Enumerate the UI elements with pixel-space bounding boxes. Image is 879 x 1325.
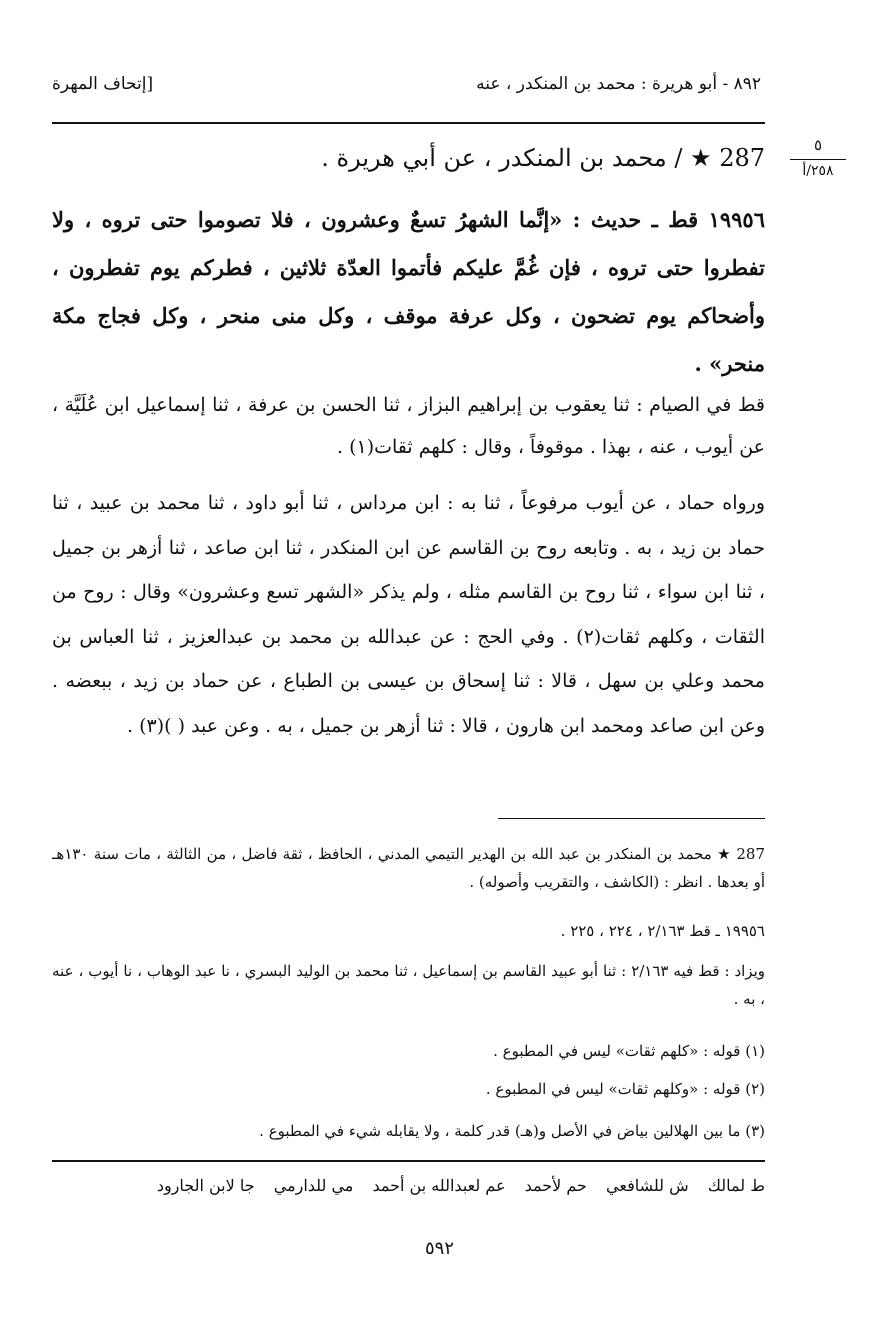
margin-reference-volume: ٥ (813, 136, 823, 154)
abbreviation-item: حم لأحمد (524, 1176, 587, 1195)
margin-reference (790, 136, 846, 180)
header-rule (52, 122, 765, 124)
running-header-title: ٨٩٢ - أبو هريرة : محمد بن المنكدر ، عنه (476, 74, 761, 94)
isnad-paragraph-1: قط في الصيام : ثنا يعقوب بن إبراهيم البزاز ، ثنا الحسن بن عرفة ، ثنا إسماعيل ابن عُلَيَّة ، عن أيوب ، عنه ، بهذا . موقوفاً ، وقال : كلهم ثقات(١) . (52, 394, 765, 458)
footnote-1: (١) قوله : «كلهم ثقات» ليس في المطبوع . (493, 1042, 765, 1060)
hadith-text: ١٩٩٥٦ قط ـ حديث : «إنَّما الشهرُ تسعٌ وعشرون ، فلا تصوموا حتى تروه ، ولا تفطروا حتى تروه ، فإن غُمَّ عليكم فأتموا العدّة ثلاثين ، فطركم يوم تفطرون ، وأضحاكم يوم تضحون ، وكل عرفة موقف ، وكل منى منحر ، وكل فجاج مكة منحر» . (52, 207, 765, 376)
footnote-addition: ويزاد : قط فيه ٢/١٦٣ : ثنا أبو عبيد القاسم بن إسماعيل ، ثنا محمد بن الوليد البسري ، نا عبد الوهاب ، نا أيوب ، عنه ، به . (52, 962, 765, 1008)
abbreviations-legend (52, 1176, 765, 1195)
narrator-chain-title: 287 ★ / محمد بن المنكدر ، عن أبي هريرة . (321, 144, 765, 172)
margin-reference-folio: ٢٥٨/أ (802, 162, 834, 179)
running-header-book: [إتحاف المهرة (52, 74, 154, 94)
footnote-source-ref: ١٩٩٥٦ ـ قط ٢/١٦٣ ، ٢٢٤ ، ٢٢٥ . (560, 922, 765, 940)
abbreviation-item: جا لابن الجارود (156, 1176, 255, 1195)
abbreviation-item: ش للشافعي (606, 1176, 689, 1195)
footnote-3: (٣) ما بين الهلالين بياض في الأصل و(هـ) قدر كلمة ، ولا يقابله شيء في المطبوع . (259, 1122, 765, 1140)
footnote-2: (٢) قوله : «وكلهم ثقات» ليس في المطبوع . (485, 1080, 765, 1098)
isnad-paragraph-2: ورواه حماد ، عن أيوب مرفوعاً ، ثنا به : ابن مرداس ، ثنا أبو داود ، ثنا محمد بن عبيد ، ثنا حماد بن زيد ، به . وتابعه روح بن القاسم عن ابن المنكدر ، ثنا ابن صاعد ، ثنا أزهر بن جميل ، ثنا ابن سواء ، ثنا روح بن القاسم مثله ، ولم يذكر «الشهر تسع وعشرون» وقال : روح من الثقات ، وكلهم ثقات(٢) . وفي الحج : عن عبدالله بن محمد بن عبدالعزيز ، ثنا العباس بن محمد وعلي بن سهل ، قالا : ثنا إسحاق بن عيسى بن الطباع ، عن حماد بن زيد ، ببعضه . وعن ابن صاعد ومحمد ابن هارون ، قالا : ثنا أزهر بن جميل ، به . وعن عبد ( )(٣) . (52, 492, 765, 737)
footnote-narrator-bio: 287 ★ محمد بن المنكدر بن عبد الله بن الهدير التيمي المدني ، الحافظ ، ثقة فاضل ، من الثالثة ، مات سنة ١٣٠هـ أو بعدها . انظر : (الكاشف ، والتقريب وأصوله) . (52, 845, 765, 891)
margin-reference-divider (790, 159, 846, 160)
abbreviation-item: عم لعبدالله بن أحمد (372, 1176, 506, 1195)
page-number: ٥٩٢ (424, 1238, 454, 1259)
abbreviations-rule (52, 1160, 765, 1162)
abbreviation-item: ط لمالك (707, 1176, 765, 1195)
abbreviation-item: مي للدارمي (273, 1176, 354, 1195)
footnote-rule (498, 818, 765, 819)
